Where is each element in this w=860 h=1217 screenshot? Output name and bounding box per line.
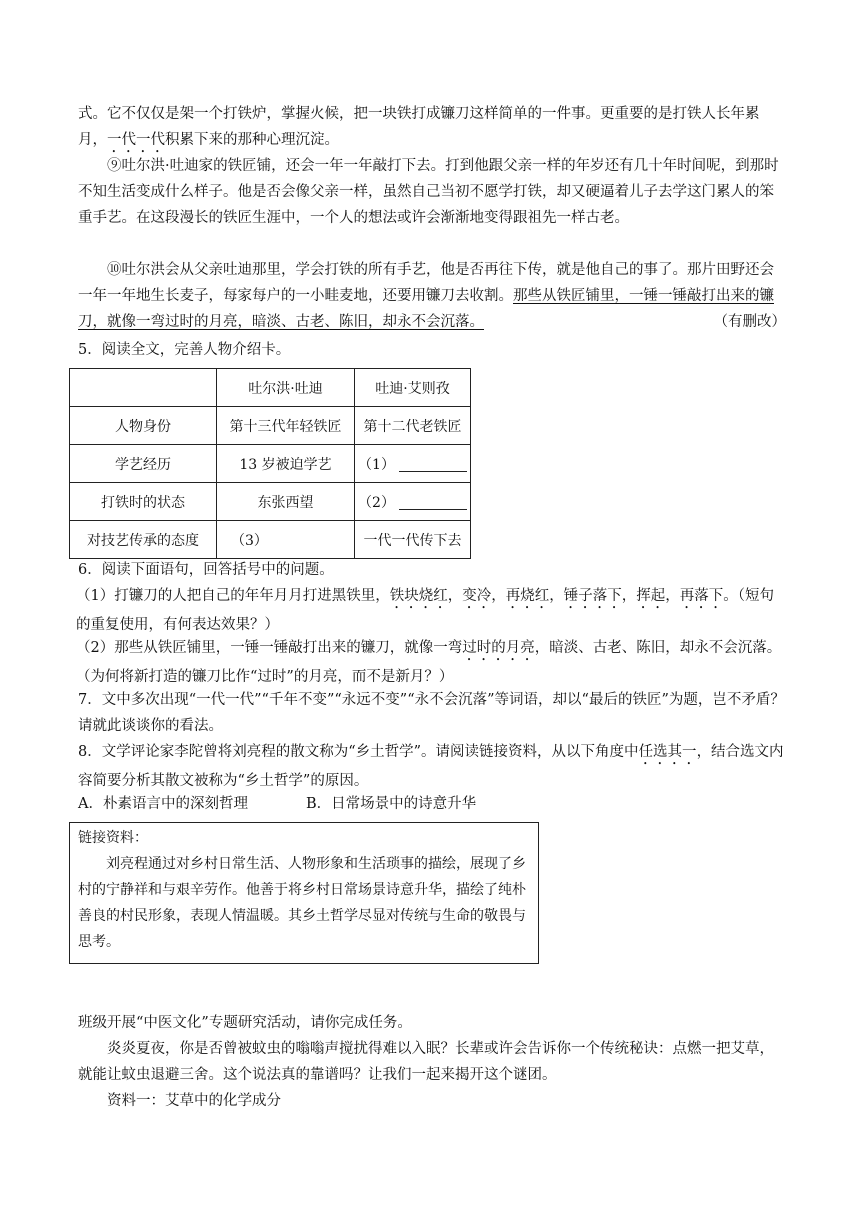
section-intro: 班级开展“中医文化”专题研究活动，请你完成任务。 [78,1015,412,1031]
row-label: 学艺经历 [70,445,217,483]
linked-material-title: 链接资料： [78,830,148,846]
section-paragraph: 炎炎夏夜，你是否曾被蚊虫的嗡嗡声搅扰得难以入眠？长辈或许会告诉你一个传统秘诀：点燃一把艾草，就能让蚊虫退避三舍。这个说法真的靠谱吗？让我们一起来揭开这个谜团。 [78,1041,774,1083]
table-row [70,445,471,483]
table-cell: 第十三代年轻铁匠 [217,407,355,445]
question-6-sentence-2: （2）那些从铁匠铺里，一锤一锤敲打出来的镰刀，就像一弯过时的月亮，暗淡、古老、陈旧，却永不会沉落。（为何将新打造的镰刀比作“过时”的月亮，而不是新月？） [76,640,782,685]
question-8: 8．文学评论家李陀曾将刘亮程的散文称为“乡土哲学”。请阅读链接资料，从以下角度中任选其一，结合选文内容简要分析其散文被称为“乡土哲学”的原因。 [78,744,784,789]
passage-text: 积累下来的那种心理沉淀。 [165,132,339,148]
material-1-heading: 资料一：艾草中的化学成分 [107,1093,281,1109]
question-7: 7．文中多次出现“一代一代”“千年不变”“永远不变”“永不会沉落”等词语，却以“最后的铁匠”为题，岂不矛盾？请就此谈谈你的看法。 [78,692,785,734]
table-cell: 东张西望 [217,483,355,521]
table-header-cell [70,369,217,407]
table-cell: 一代一代传下去 [355,521,471,559]
option-a: A．朴素语言中的深刻哲理 [78,796,248,812]
question-5-prompt: 5．阅读全文，完善人物介绍卡。 [78,342,291,358]
table-row [70,483,471,521]
question-6-sentence-1: （1）打镰刀的人把自己的年年月月打进黑铁里，铁块烧红，变冷，再烧红，锤子落下，挥起，再落下。（短句的重复使用，有何表达效果？） [76,588,774,633]
table-header-cell: 吐迪·艾则孜 [355,369,471,407]
answer-blank-3[interactable]: （3） [217,521,355,559]
answer-blank-1[interactable]: （1） [355,445,471,483]
emphasized-phrase: 一代一代 [107,132,165,148]
table-header-cell: 吐尔洪·吐迪 [217,369,355,407]
question-8-options [78,791,786,817]
character-card-table [69,368,471,559]
row-label: 打铁时的状态 [70,483,217,521]
table-cell: 13 岁被迫学艺 [217,445,355,483]
linked-material-box [69,822,539,964]
passage-text: ⑩吐尔洪会从父亲吐迪那里，学会打铁的所有手艺，他是否再往下传，就是他自己的事了。那片田野还会一年一年地生长麦子，每家每户的一小畦麦地，还要用镰刀去收割。 [78,262,774,304]
row-label: 人物身份 [70,407,217,445]
passage-text: 式。它不仅仅是架一个打铁炉，掌握火候，把一块铁打成镰刀这样简单的一件事。更重要的是打铁人长年累月， [78,106,760,148]
question-6-prompt: 6．阅读下面语句，回答括号中的问题。 [78,562,334,578]
answer-blank-2[interactable]: （2） [355,483,471,521]
table-row [70,521,471,559]
option-b: B．日常场景中的诗意升华 [305,796,477,812]
row-label: 对技艺传承的态度 [70,521,217,559]
table-header-row [70,369,471,407]
passage-paragraph-9: ⑨吐尔洪·吐迪家的铁匠铺，还会一年一年敲打下去。打到他跟父亲一样的年岁还有几十年时间呢，到那时不知生活变成什么样子。他是否会像父亲一样，虽然自己当初不愿学打铁，却又硬逼着儿子去学这门累人的笨重手艺。在这段漫长的铁匠生涯中，一个人的想法或许会渐渐地变得跟祖先一样古老。 [78,158,779,226]
passage-paragraph-continued [78,101,786,156]
table-row [70,407,471,445]
table-cell: 第十二代老铁匠 [355,407,471,445]
linked-material-body: 刘亮程通过对乡村日常生活、人物形象和生活琐事的描绘，展现了乡村的宁静祥和与艰辛劳作。他善于将乡村日常场景诗意升华，描绘了纯朴善良的村民形象，表现人情温暖。其乡土哲学尽显对传统与生命的敬畏与思考。 [78,856,526,950]
source-note: （有删改） [713,314,786,330]
underlined-sentence: 那些从铁匠铺里，一锤一锤敲打出来的镰刀，就像一弯过时的月亮，暗淡、古老、陈旧，却永不会沉落。 [78,288,774,330]
